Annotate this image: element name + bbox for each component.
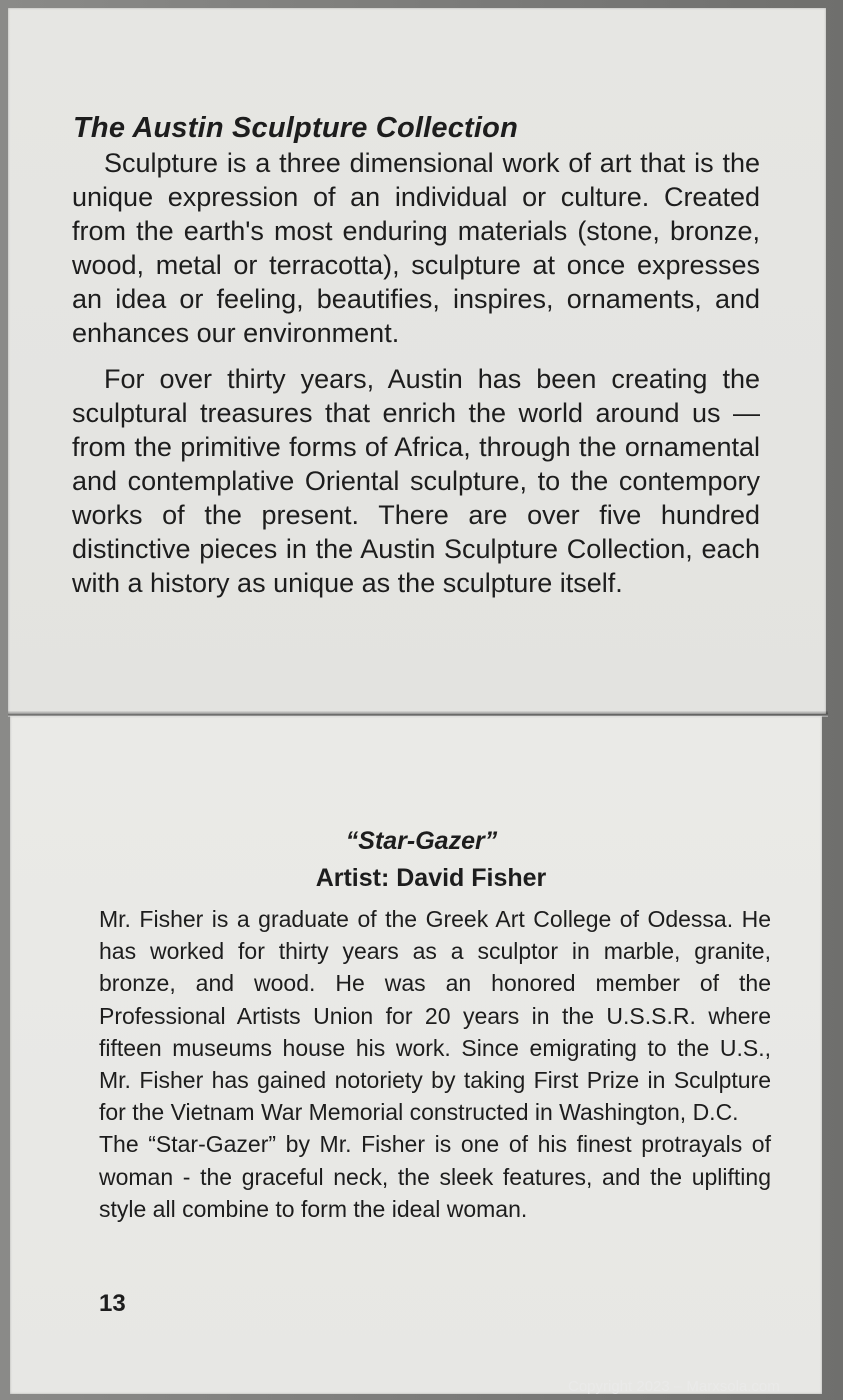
page-fold-crease [8, 711, 828, 717]
copyright-watermark: Copyright 2023 – Marxsola.com [568, 1378, 780, 1395]
artist-biography [99, 903, 771, 1225]
collection-heading: The Austin Sculpture Collection [73, 112, 518, 144]
page-number: 13 [99, 1290, 126, 1317]
artist-name: Artist: David Fisher [315, 864, 547, 892]
collection-paragraph-1: Sculpture is a three dimensional work of art that is the unique expression of an individual or culture. Created from the earth's most enduring materials (stone, bronze, wood, metal or terracotta), sculpture at once expresses an idea or feeling, beautifies, inspires, ornaments, and enhances our environment. [72, 148, 760, 348]
collection-description [72, 146, 760, 600]
artist-biography-paragraph-1: Mr. Fisher is a graduate of the Greek Art College of Odessa. He has worked for thirty years as a sculptor in marble, granite, bronze, and wood. He was an honored member of the Professional Artists Union for 20 years in the U.S.S.R. where fifteen museums house his work. Since emigrating to the U.S., Mr. Fisher has gained notoriety by taking First Prize in Sculpture for the Vietnam War Memorial constructed in Washington, D.C. [99, 906, 771, 1126]
collection-paragraph-2: For over thirty years, Austin has been creating the sculptural treasures that enrich the world around us — from the primitive forms of Africa, through the ornamental and contemplative Oriental sculpture, to the contempory works of the present. There are over five hundred distinctive pieces in the Austin Sculpture Collection, each with a history as unique as the sculpture itself. [72, 364, 760, 598]
sculpture-title: “Star-Gazer” [345, 827, 498, 855]
artist-biography-paragraph-2: The “Star-Gazer” by Mr. Fisher is one of his finest protrayals of woman - the graceful neck, the sleek features, and the uplifting style all combine to form the ideal woman. [99, 1131, 771, 1222]
